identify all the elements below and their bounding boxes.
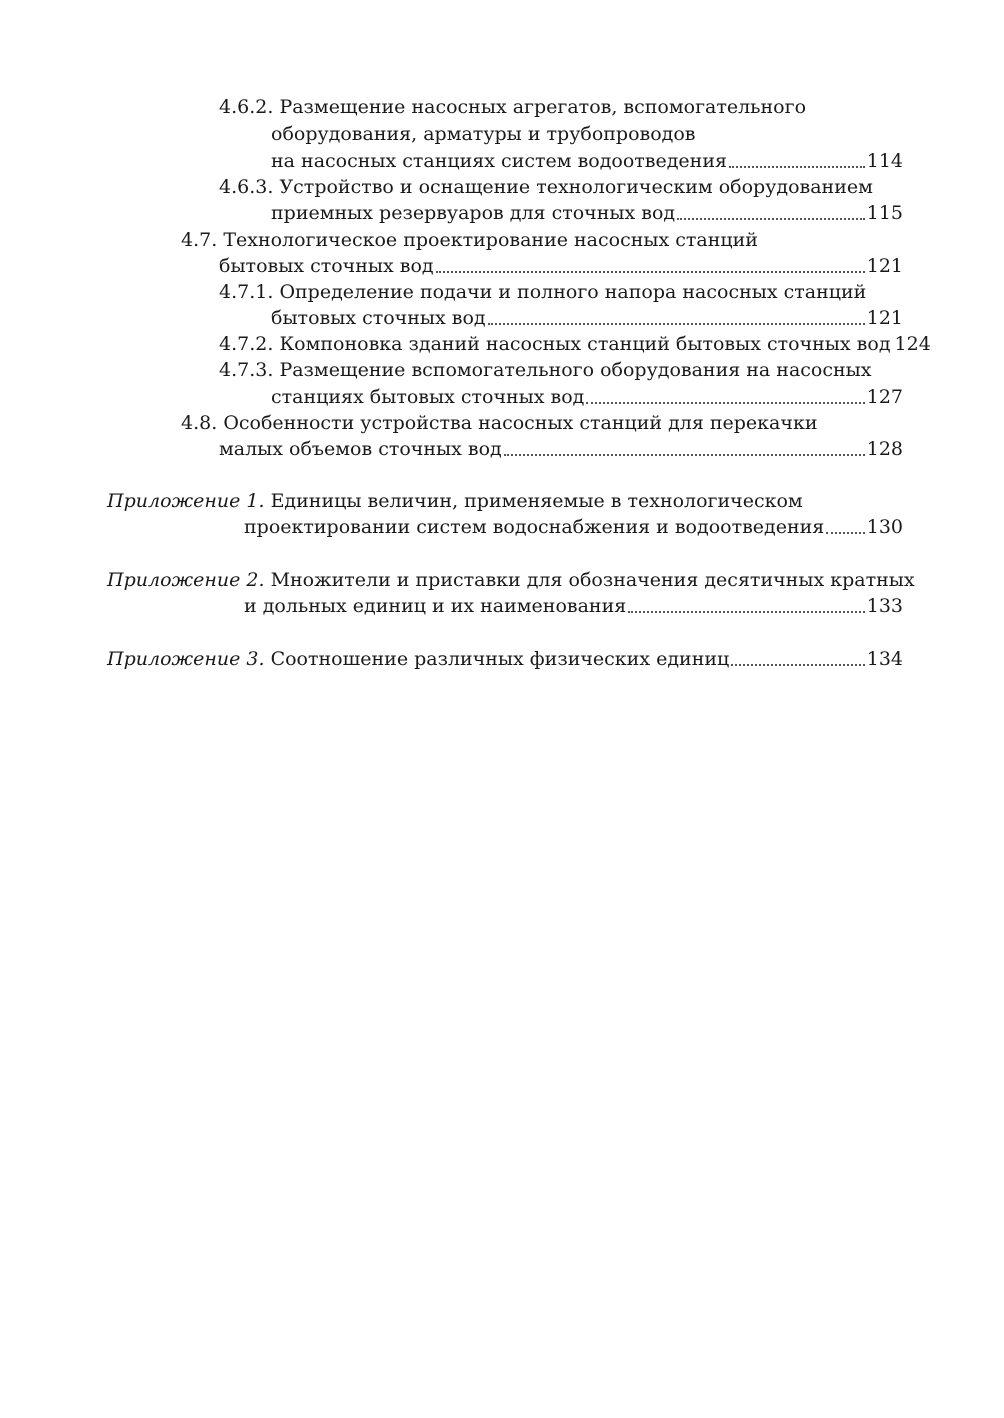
toc-entry-title: бытовых сточных вод: [219, 255, 434, 277]
toc-entry-4-7-line2[interactable]: [219, 253, 903, 279]
toc-entry-title: станциях бытовых сточных вод: [271, 386, 585, 408]
toc-entry-4-7-1-line2[interactable]: [271, 305, 903, 331]
leader-dots: [731, 663, 864, 666]
toc-entry-4-7-line1: [181, 227, 758, 253]
toc-entry-title: Размещение насосных агрегатов, вспомогательного: [279, 96, 807, 118]
leader-dots: [628, 610, 865, 613]
toc-entry-title: Определение подачи и полного напора насосных станций: [279, 281, 867, 303]
toc-entry-4-7-1-line1: [219, 279, 866, 305]
toc-entry-4-7-2[interactable]: [219, 331, 931, 357]
toc-entry-4-6-3-line2[interactable]: [271, 200, 903, 226]
appendix-label: Приложение 2.: [107, 569, 265, 591]
toc-entry-title: Технологическое проектирование насосных станций: [223, 229, 758, 251]
toc-entry-title: Компоновка зданий насосных станций бытовых сточных вод: [279, 333, 891, 355]
toc-entry-number: 4.7.3.: [219, 359, 274, 381]
toc-entry-4-7-3-line1: [219, 357, 872, 383]
page-number: 127: [866, 386, 903, 408]
appendix-2-line2[interactable]: [244, 593, 903, 619]
appendix-3[interactable]: [107, 646, 903, 672]
leader-dots: [586, 401, 864, 404]
appendix-2-line1: [107, 567, 915, 593]
page-number: 115: [866, 202, 903, 224]
toc-entry-title: бытовых сточных вод: [271, 307, 486, 329]
toc-entry-number: 4.7.1.: [219, 281, 274, 303]
toc-entry-number: 4.8.: [181, 412, 218, 434]
toc-entry-4-6-2-line3[interactable]: [271, 148, 903, 174]
appendix-label: Приложение 3.: [107, 648, 265, 670]
appendix-1-line2[interactable]: [244, 514, 903, 540]
page-number: 134: [866, 648, 903, 670]
toc-entry-title: Устройство и оснащение технологическим оборудованием: [279, 176, 873, 198]
appendix-title: Соотношение различных физических единиц: [270, 648, 730, 670]
page-number: 114: [866, 150, 903, 172]
leader-dots: [488, 322, 865, 325]
page-number: 133: [866, 595, 903, 617]
toc-entry-number: 4.6.2.: [219, 96, 274, 118]
leader-dots: [729, 165, 865, 168]
toc-entry-4-7-3-line2[interactable]: [271, 384, 903, 410]
toc-entry-4-6-3-line1: [219, 174, 873, 200]
toc-entry-number: 4.6.3.: [219, 176, 274, 198]
appendix-title: проектировании систем водоснабжения и водоотведения: [244, 516, 825, 538]
leader-dots: [436, 270, 865, 273]
toc-entry-title: Особенности устройства насосных станций для перекачки: [223, 412, 818, 434]
toc-entry-number: 4.7.2.: [219, 333, 274, 355]
appendix-title: Единицы величин, применяемые в технологическом: [270, 490, 803, 512]
page-number: 121: [866, 307, 903, 329]
leader-dots: [826, 531, 864, 534]
toc-entry-4-8-line1: [181, 410, 817, 436]
toc-entry-4-8-line2[interactable]: [219, 436, 903, 462]
toc-entry-title: малых объемов сточных вод: [219, 438, 502, 460]
page-number: 128: [866, 438, 903, 460]
appendix-title: Множители и приставки для обозначения десятичных кратных: [270, 569, 915, 591]
toc-entry-number: 4.7.: [181, 229, 218, 251]
appendix-1-line1: [107, 488, 803, 514]
page-number: 130: [866, 516, 903, 538]
appendix-title: и дольных единиц и их наименования: [244, 595, 627, 617]
leader-dots: [677, 217, 865, 220]
toc-entry-4-6-2-line1: [219, 94, 806, 120]
page-number: 124: [894, 333, 931, 355]
appendix-label: Приложение 1.: [107, 490, 265, 512]
page-number: 121: [866, 255, 903, 277]
toc-entry-title: приемных резервуаров для сточных вод: [271, 202, 676, 224]
leader-dots: [504, 453, 865, 456]
toc-entry-4-6-2-line2: оборудования, арматуры и трубопроводов: [271, 123, 696, 145]
toc-entry-title: Размещение вспомогательного оборудования на насосных: [279, 359, 872, 381]
toc-entry-title: на насосных станциях систем водоотведения: [271, 150, 727, 172]
